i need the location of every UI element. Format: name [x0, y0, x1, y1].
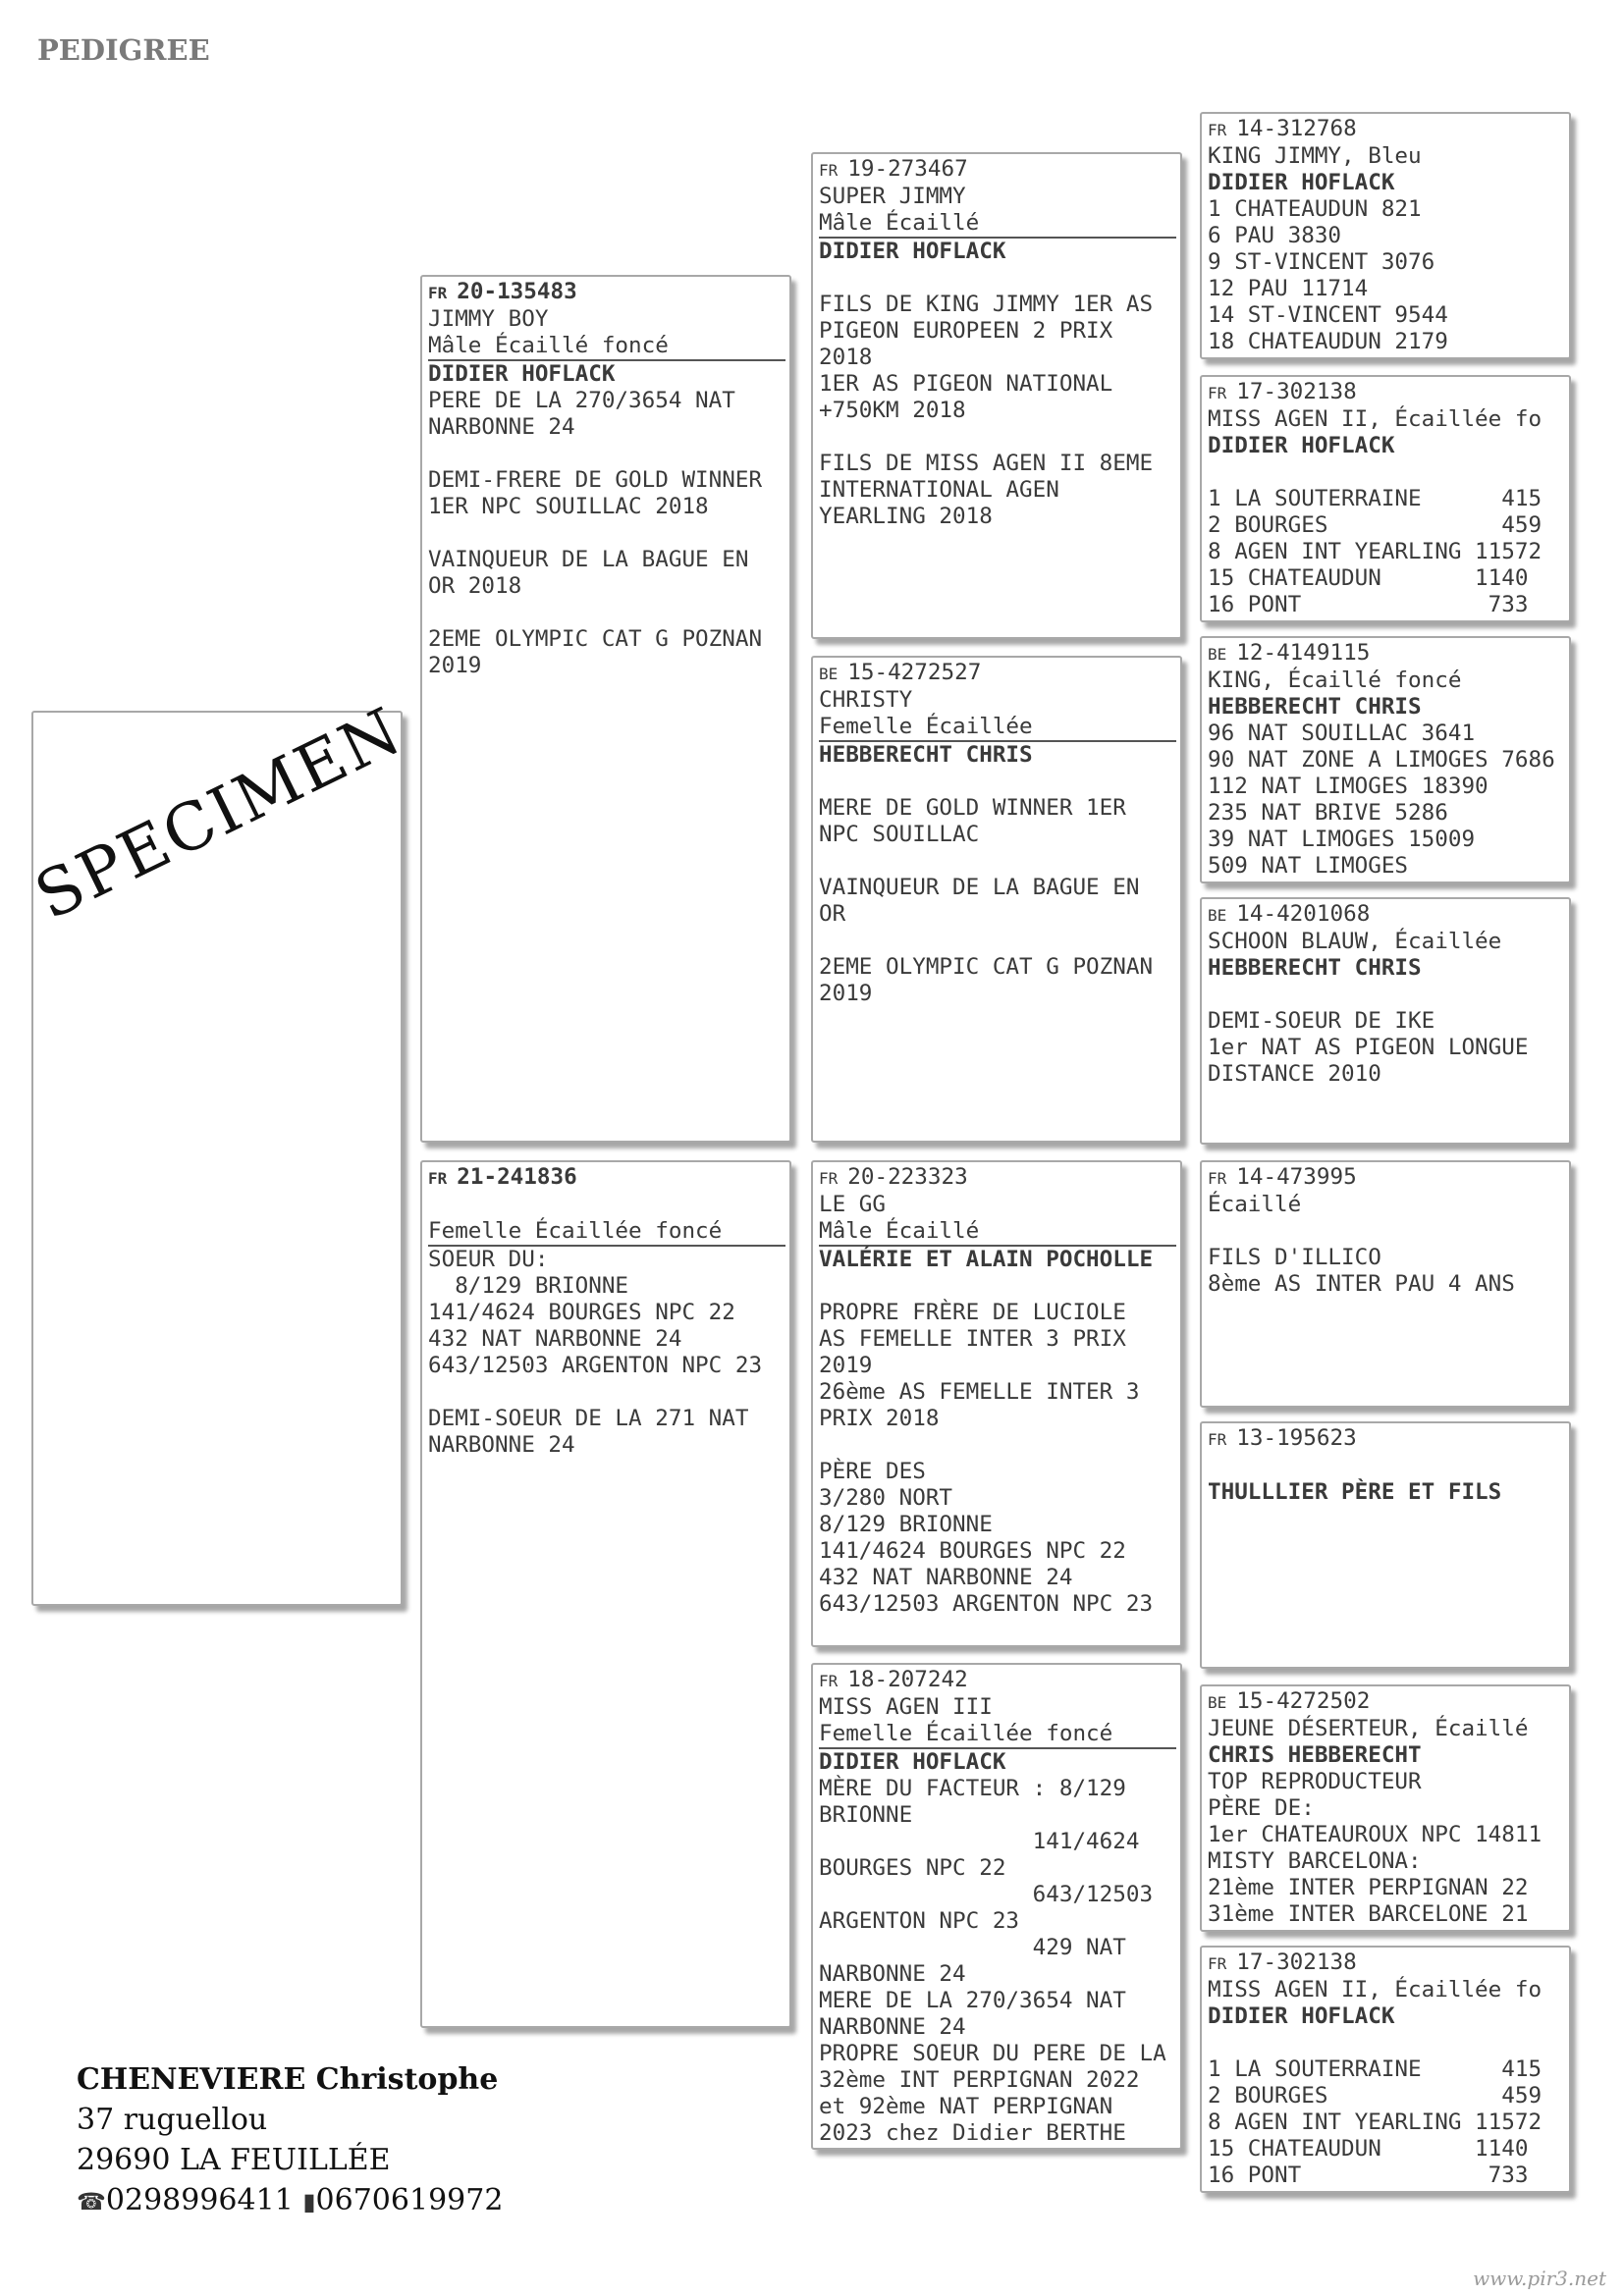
performance-line: [1208, 2030, 1565, 2056]
performance-line: [819, 1432, 1176, 1459]
pigeon-name: MISS AGEN II, Écaillée fo: [1208, 406, 1543, 432]
performance-line: 643/12503: [819, 1882, 1154, 1907]
performance-line: 12 PAU 11714: [1208, 276, 1369, 301]
performance-line: [1208, 982, 1565, 1008]
breeder-name: HEBBERECHT CHRIS: [1208, 694, 1422, 720]
performance-line: 432 NAT NARBONNE 24: [819, 1565, 1073, 1590]
country-code: FR: [428, 1169, 448, 1188]
owner-phones: [77, 2180, 503, 2222]
performance-line: FILS DE KING JIMMY 1ER AS: [819, 292, 1154, 317]
owner-name: CHENEVIERE Christophe: [77, 2062, 499, 2097]
ring-line: [428, 279, 785, 306]
performance-line: MERE DE LA 270/3654 NAT: [819, 1988, 1126, 2013]
performance-line: 8 AGEN INT YEARLING 11572: [1208, 2109, 1543, 2135]
ring-line: [819, 1164, 1176, 1192]
performance-line: 1 LA SOUTERRAINE 415: [1208, 2056, 1543, 2082]
pigeon-name: JIMMY BOY: [428, 306, 549, 332]
pedigree-card-sdd: [1200, 897, 1571, 1145]
performance-line: 432 NAT NARBONNE 24: [428, 1326, 682, 1352]
pigeon-color: Mâle Écaillé: [819, 1218, 1176, 1247]
performance-line: [428, 520, 785, 547]
performance-line: [819, 424, 1176, 451]
performance-line: 96 NAT SOUILLAC 3641: [1208, 721, 1476, 746]
breeder-name: VALÉRIE ET ALAIN POCHOLLE: [819, 1247, 1154, 1272]
performance-line: [428, 600, 785, 626]
performance-line: NARBONNE 24: [819, 1961, 966, 1987]
pigeon-name: MISS AGEN III: [819, 1694, 993, 1720]
pedigree-card-dds: [1200, 1684, 1571, 1932]
performance-line: 2019: [819, 981, 873, 1006]
ring-line: [1208, 116, 1565, 143]
performance-line: 18 CHATEAUDUN 2179: [1208, 329, 1448, 354]
breeder-name: DIDIER HOFLACK: [819, 1749, 1006, 1775]
country-code: BE: [1208, 906, 1227, 925]
performance-line: 235 NAT BRIVE 5286: [1208, 800, 1448, 826]
country-code: FR: [1208, 1430, 1227, 1449]
performance-line: 2EME OLYMPIC CAT G POZNAN: [819, 954, 1154, 980]
performance-line: 509 NAT LIMOGES: [1208, 853, 1409, 879]
performance-line: 1 LA SOUTERRAINE 415: [1208, 486, 1543, 511]
pigeon-name: LE GG: [819, 1192, 887, 1217]
ring-number: 18-207242: [847, 1667, 968, 1692]
breeder-name: CHRIS HEBBERECHT: [1208, 1742, 1422, 1768]
pedigree-card-dam: [420, 1160, 791, 2028]
ring-line: [1208, 379, 1565, 406]
owner-phone: 0298996411: [105, 2183, 294, 2217]
performance-line: NARBONNE 24: [819, 2014, 966, 2040]
performance-line: DEMI-SOEUR DE IKE: [1208, 1008, 1435, 1034]
country-code: FR: [428, 284, 448, 302]
telephone-icon: ☎: [77, 2188, 106, 2216]
performance-line: 15 CHATEAUDUN 1140: [1208, 565, 1529, 591]
performance-line: PIGEON EUROPEEN 2 PRIX: [819, 318, 1113, 344]
pigeon-color: Femelle Écaillée: [819, 714, 1176, 742]
ring-number: 15-4272527: [847, 660, 982, 685]
pigeon-name: SUPER JIMMY: [819, 184, 966, 209]
performance-line: [1208, 459, 1565, 486]
ring-line: [428, 1164, 785, 1192]
performance-line: INTERNATIONAL AGEN: [819, 477, 1059, 503]
performance-line: 6 PAU 3830: [1208, 223, 1342, 248]
pigeon-name: KING JIMMY, Bleu: [1208, 143, 1422, 169]
performance-line: [819, 1273, 1176, 1300]
performance-line: FILS D'ILLICO: [1208, 1245, 1381, 1270]
pigeon-color: Mâle Écaillé foncé: [428, 333, 785, 361]
ring-line: [1208, 901, 1565, 929]
performance-line: 16 PONT 733: [1208, 592, 1529, 617]
pigeon-color: Femelle Écaillée foncé: [428, 1218, 785, 1247]
blank-line: [1208, 1453, 1565, 1479]
performance-line: 2EME OLYMPIC CAT G POZNAN: [428, 626, 763, 652]
ring-line: [819, 1667, 1176, 1694]
performance-line: [819, 769, 1176, 795]
performance-line: MISTY BARCELONA:: [1208, 1848, 1422, 1874]
performance-line: 16 PONT 733: [1208, 2163, 1529, 2188]
performance-line: 2019: [428, 653, 482, 678]
pedigree-card-ssd: [1200, 375, 1571, 622]
owner-block: [77, 2059, 503, 2222]
country-code: FR: [819, 1169, 839, 1188]
performance-line: 2 BOURGES 459: [1208, 512, 1543, 538]
country-code: FR: [1208, 384, 1227, 402]
performance-line: 141/4624 BOURGES NPC 22: [428, 1300, 735, 1325]
performance-line: 15 CHATEAUDUN 1140: [1208, 2136, 1529, 2162]
performance-line: OR: [819, 901, 846, 927]
pigeon-name: MISS AGEN II, Écaillée fo: [1208, 1977, 1543, 2002]
country-code: FR: [1208, 121, 1227, 139]
performance-line: +750KM 2018: [819, 398, 966, 423]
performance-line: VAINQUEUR DE LA BAGUE EN: [819, 875, 1140, 900]
pigeon-name: Écaillé: [1208, 1192, 1302, 1217]
performance-line: 2 BOURGES 459: [1208, 2083, 1543, 2109]
performance-line: 141/4624 BOURGES NPC 22: [819, 1538, 1126, 1564]
breeder-name: HEBBERECHT CHRIS: [1208, 955, 1422, 981]
performance-line: 31ème INTER BARCELONE 21: [1208, 1901, 1529, 1927]
performance-line: [819, 928, 1176, 954]
performance-line: [819, 848, 1176, 875]
owner-city: 29690 LA FEUILLÉE: [77, 2143, 391, 2177]
performance-line: 1ER NPC SOUILLAC 2018: [428, 494, 709, 519]
ring-line: [1208, 1949, 1565, 1977]
performance-line: 1er CHATEAUROUX NPC 14811: [1208, 1822, 1543, 1847]
performance-line: BOURGES NPC 22: [819, 1855, 1006, 1881]
ring-number: 12-4149115: [1236, 640, 1371, 666]
pigeon-name: [428, 1192, 785, 1218]
performance-line: DISTANCE 2010: [1208, 1061, 1381, 1087]
performance-line: 8ème AS INTER PAU 4 ANS: [1208, 1271, 1515, 1297]
performance-line: 14 ST-VINCENT 9544: [1208, 302, 1448, 328]
performance-line: SOEUR DU:: [428, 1247, 549, 1272]
performance-line: 8/129 BRIONNE: [819, 1512, 993, 1537]
ring-number: 17-302138: [1236, 379, 1357, 404]
ring-line: [819, 156, 1176, 184]
ring-line: [819, 660, 1176, 687]
performance-line: OR 2018: [428, 573, 522, 599]
pedigree-card-sire: [420, 275, 791, 1143]
ring-line: [1208, 640, 1565, 667]
pigeon-color: Femelle Écaillée foncé: [819, 1721, 1176, 1749]
pedigree-card-sd: [811, 656, 1182, 1143]
performance-line: DEMI-SOEUR DE LA 271 NAT: [428, 1406, 749, 1431]
ring-line: [1208, 1425, 1565, 1453]
breeder-name: DIDIER HOFLACK: [819, 239, 1006, 264]
performance-line: ARGENTON NPC 23: [819, 1908, 1020, 1934]
breeder-name: HEBBERECHT CHRIS: [819, 742, 1033, 768]
ring-number: 17-302138: [1236, 1949, 1357, 1975]
country-code: FR: [1208, 1954, 1227, 1973]
ring-number: 13-195623: [1236, 1425, 1357, 1451]
country-code: FR: [819, 1672, 839, 1690]
pigeon-name: CHRISTY: [819, 687, 913, 713]
pedigree-card-dd: [811, 1663, 1182, 2150]
pedigree-card-dsd: [1200, 1421, 1571, 1669]
performance-line: 429 NAT: [819, 1935, 1126, 1960]
performance-line: 1ER AS PIGEON NATIONAL: [819, 371, 1113, 397]
performance-line: 2023 chez Didier BERTHE: [819, 2120, 1126, 2146]
performance-line: et 92ème NAT PERPIGNAN: [819, 2094, 1113, 2119]
performance-line: 3/280 NORT: [819, 1485, 953, 1511]
performance-line: 1er NAT AS PIGEON LONGUE: [1208, 1035, 1529, 1060]
page-title: PEDIGREE: [37, 33, 210, 67]
country-code: BE: [1208, 645, 1227, 664]
pigeon-color: Mâle Écaillé: [819, 210, 1176, 239]
performance-line: [819, 265, 1176, 292]
ring-line: [1208, 1688, 1565, 1716]
performance-line: 21ème INTER PERPIGNAN 22: [1208, 1875, 1529, 1900]
performance-line: MÈRE DU FACTEUR : 8/129: [819, 1776, 1126, 1801]
country-code: FR: [819, 161, 839, 180]
performance-line: MERE DE GOLD WINNER 1ER: [819, 795, 1126, 821]
performance-line: FILS DE MISS AGEN II 8EME: [819, 451, 1154, 476]
pedigree-card-sss: [1200, 112, 1571, 359]
owner-street: 37 ruguellou: [77, 2103, 268, 2137]
pedigree-card-sds: [1200, 636, 1571, 883]
country-code: BE: [819, 665, 839, 683]
performance-line: 2019: [819, 1353, 873, 1378]
performance-line: YEARLING 2018: [819, 504, 993, 529]
performance-line: TOP REPRODUCTEUR: [1208, 1769, 1422, 1794]
pedigree-card-ddd: [1200, 1946, 1571, 2193]
specimen-stamp: SPECIMEN: [24, 692, 414, 934]
ring-number: 14-4201068: [1236, 901, 1371, 927]
breeder-name: DIDIER HOFLACK: [428, 361, 616, 387]
breeder-name: DIDIER HOFLACK: [1208, 433, 1395, 458]
pigeon-name: JEUNE DÉSERTEUR, Écaillé: [1208, 1716, 1529, 1741]
performance-line: PERE DE LA 270/3654 NAT: [428, 388, 735, 413]
performance-line: 8 AGEN INT YEARLING 11572: [1208, 539, 1543, 564]
owner-mobile: 0670619972: [315, 2183, 504, 2217]
ring-number: 19-273467: [847, 156, 968, 182]
performance-line: BRIONNE: [819, 1802, 913, 1828]
ring-number: 15-4272502: [1236, 1688, 1371, 1714]
performance-line: 9 ST-VINCENT 3076: [1208, 249, 1435, 275]
ring-number: 14-312768: [1236, 116, 1357, 141]
pedigree-card-ds: [811, 1160, 1182, 1647]
pedigree-card-ss: [811, 152, 1182, 639]
breeder-name: THULLLIER PÈRE ET FILS: [1208, 1479, 1502, 1505]
breeder-name: DIDIER HOFLACK: [1208, 170, 1395, 195]
performance-line: PROPRE FRÈRE DE LUCIOLE: [819, 1300, 1126, 1325]
ring-number: 20-223323: [847, 1164, 968, 1190]
pedigree-card-dss: [1200, 1160, 1571, 1408]
watermark: www.pir3.net: [1473, 2267, 1606, 2290]
pigeon-name: KING, Écaillé foncé: [1208, 667, 1462, 693]
ring-number: 20-135483: [457, 279, 577, 304]
performance-line: [428, 1379, 785, 1406]
performance-line: 2018: [819, 345, 873, 370]
ring-number: 21-241836: [457, 1164, 577, 1190]
ring-line: [1208, 1164, 1565, 1192]
breeder-name: DIDIER HOFLACK: [1208, 2003, 1395, 2029]
performance-line: 643/12503 ARGENTON NPC 23: [428, 1353, 763, 1378]
performance-line: PÈRE DE:: [1208, 1795, 1315, 1821]
performance-line: NARBONNE 24: [428, 1432, 575, 1458]
country-code: BE: [1208, 1693, 1227, 1712]
performance-line: 39 NAT LIMOGES 15009: [1208, 827, 1476, 852]
performance-line: PÈRE DES: [819, 1459, 926, 1484]
performance-line: 112 NAT LIMOGES 18390: [1208, 774, 1489, 799]
performance-line: NARBONNE 24: [428, 414, 575, 440]
performance-line: AS FEMELLE INTER 3 PRIX: [819, 1326, 1126, 1352]
performance-line: 8/129 BRIONNE: [428, 1273, 629, 1299]
performance-line: 32ème INT PERPIGNAN 2022: [819, 2067, 1140, 2093]
performance-line: 1 CHATEAUDUN 821: [1208, 196, 1422, 222]
performance-line: PROPRE SOEUR DU PERE DE LA: [819, 2041, 1166, 2066]
performance-line: 141/4624: [819, 1829, 1140, 1854]
performance-line: 90 NAT ZONE A LIMOGES 7686: [1208, 747, 1555, 773]
ring-number: 14-473995: [1236, 1164, 1357, 1190]
performance-line: [428, 441, 785, 467]
performance-line: 26ème AS FEMELLE INTER 3: [819, 1379, 1140, 1405]
performance-line: VAINQUEUR DE LA BAGUE EN: [428, 547, 749, 572]
performance-line: DEMI-FRERE DE GOLD WINNER: [428, 467, 763, 493]
performance-line: NPC SOUILLAC: [819, 822, 980, 847]
performance-line: [1208, 1218, 1565, 1245]
performance-line: 643/12503 ARGENTON NPC 23: [819, 1591, 1154, 1617]
mobile-phone-icon: ▮: [302, 2188, 316, 2216]
performance-line: PRIX 2018: [819, 1406, 940, 1431]
country-code: FR: [1208, 1169, 1227, 1188]
pigeon-name: SCHOON BLAUW, Écaillée: [1208, 929, 1502, 954]
